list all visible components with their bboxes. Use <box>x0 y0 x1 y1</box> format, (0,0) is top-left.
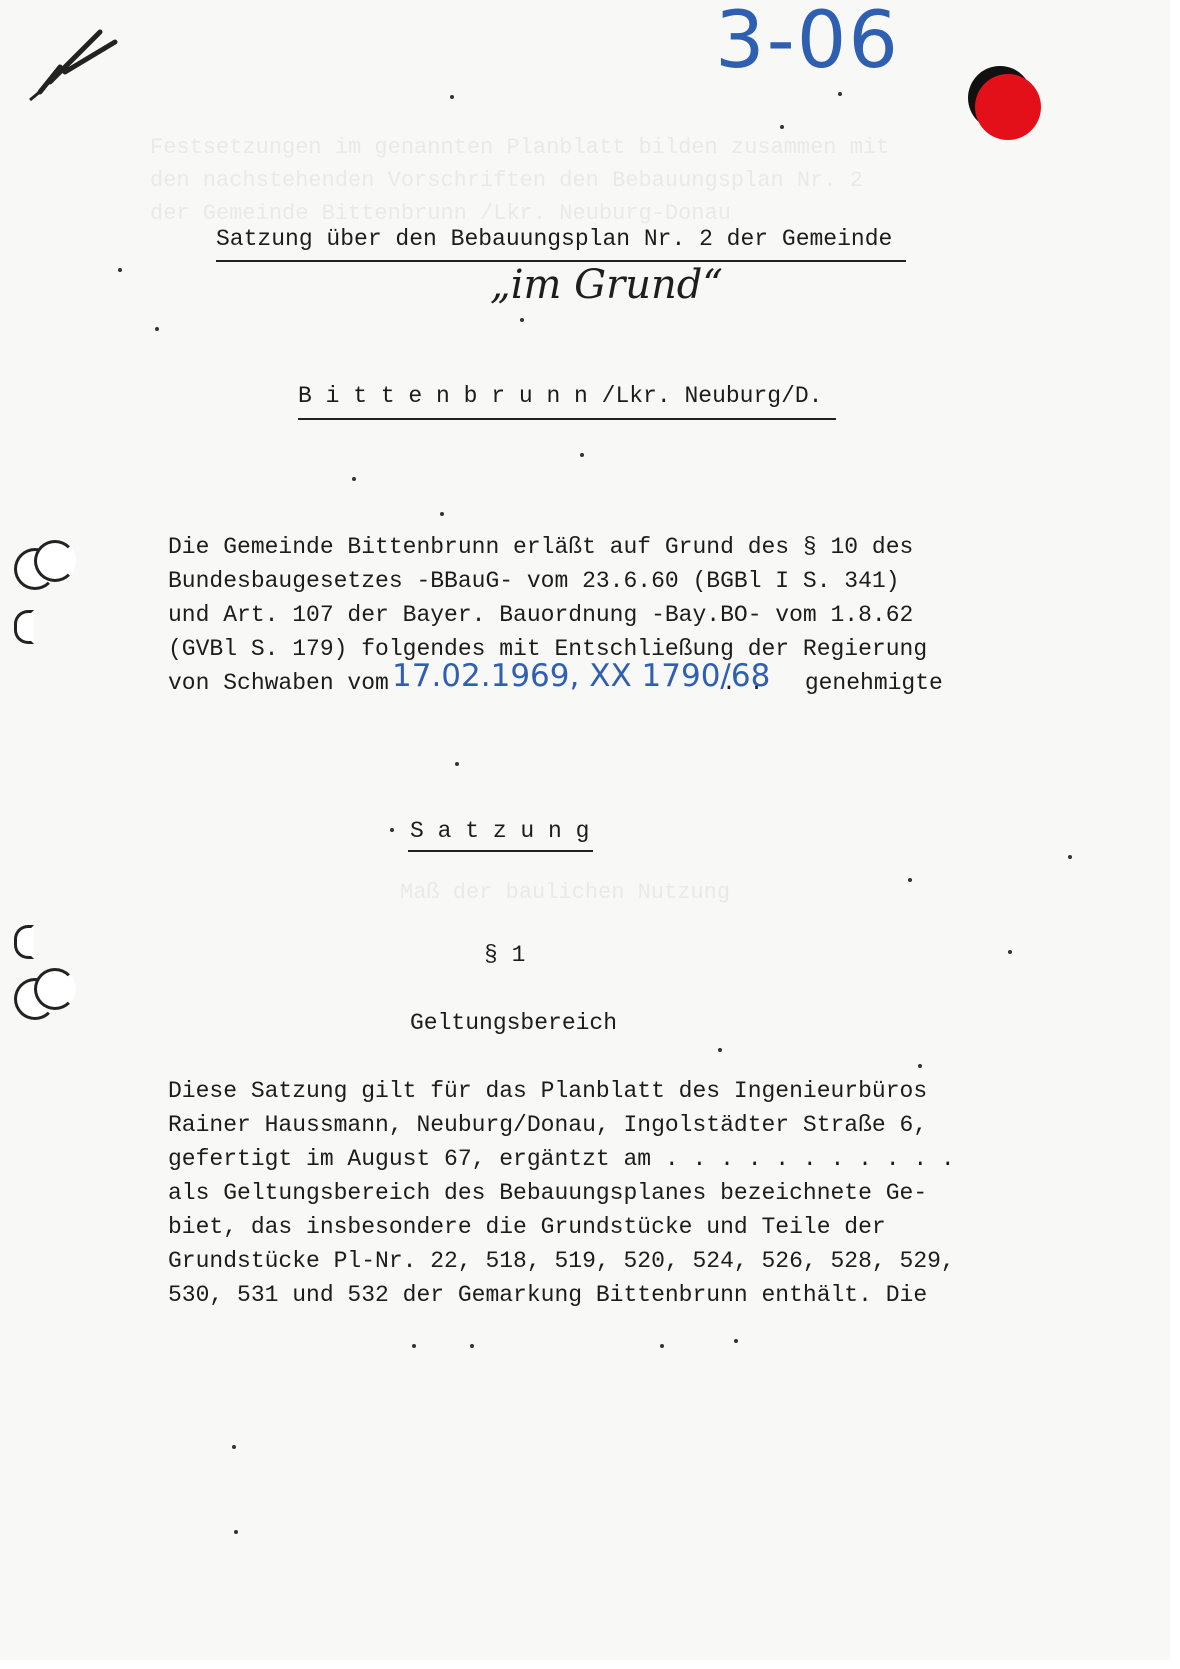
paragraph-number: § 1 <box>484 942 526 968</box>
bleed-through-line: Festsetzungen im genannten Planblatt bilden zusammen mit <box>150 135 890 160</box>
scan-speck <box>412 1344 416 1348</box>
handwritten-approval-date: 17.02.1969, XX 1790/68 <box>392 658 771 694</box>
scan-speck <box>780 125 784 129</box>
scan-speck <box>440 512 444 516</box>
paragraph-line: Rainer Haussmann, Neuburg/Donau, Ingolstädter Straße 6, <box>168 1112 928 1138</box>
punch-hole-icon <box>34 968 76 1010</box>
scan-speck <box>660 1344 664 1348</box>
punch-hole-icon <box>14 610 34 644</box>
paragraph-line: Grundstücke Pl-Nr. 22, 518, 519, 520, 524, 526, 528, 529, <box>168 1248 955 1274</box>
scan-speck <box>520 318 524 322</box>
scan-speck <box>734 1339 738 1343</box>
paragraph-line: biet, das insbesondere die Grundstücke und Teile der <box>168 1214 886 1240</box>
scan-speck <box>838 92 842 96</box>
preamble-line: (GVBl S. 179) folgendes mit Entschließung der Regierung <box>168 636 928 662</box>
scan-speck <box>470 1344 474 1348</box>
punch-hole-icon <box>34 540 76 582</box>
paragraph-title: Geltungsbereich <box>410 1010 618 1036</box>
section-heading: S a t z u n g <box>410 818 590 844</box>
location-underline <box>298 418 836 420</box>
bleed-through-line: den nachstehenden Vorschriften den Bebauungsplan Nr. 2 <box>150 168 863 193</box>
scan-speck <box>718 1048 722 1052</box>
bleed-through-line: der Gemeinde Bittenbrunn /Lkr. Neuburg-Donau <box>150 201 731 226</box>
paragraph-line: als Geltungsbereich des Bebauungsplanes bezeichnete Ge- <box>168 1180 928 1206</box>
location-heading: B i t t e n b r u n n /Lkr. Neuburg/D. <box>298 383 823 409</box>
scan-speck <box>390 828 394 832</box>
file-number-annotation: 3-06 <box>715 0 901 86</box>
preamble-line: und Art. 107 der Bayer. Bauordnung -Bay.BO- vom 1.8.62 <box>168 602 914 628</box>
preamble-line: Die Gemeinde Bittenbrunn erläßt auf Grund des § 10 des <box>168 534 914 560</box>
preamble-line: Bundesbaugesetzes -BBauG- vom 23.6.60 (BGBl I S. 341) <box>168 568 900 594</box>
scan-speck <box>234 1530 238 1534</box>
red-sticker-icon <box>975 74 1041 140</box>
scan-speck <box>352 477 356 481</box>
handwritten-title-addition: „im Grund“ <box>490 262 723 308</box>
scan-speck <box>118 268 122 272</box>
handwritten-mark-icon <box>20 12 130 107</box>
scan-speck <box>908 878 912 882</box>
section-heading-underline <box>408 850 593 852</box>
scan-speck <box>1068 855 1072 859</box>
punch-hole-icon <box>14 925 34 959</box>
bleed-through-line: Maß der baulichen Nutzung <box>400 880 731 905</box>
scan-speck <box>155 327 159 331</box>
document-title: Satzung über den Bebauungsplan Nr. 2 der Gemeinde <box>216 226 893 252</box>
scan-speck <box>1008 950 1012 954</box>
scan-speck <box>455 762 459 766</box>
paragraph-line: Diese Satzung gilt für das Planblatt des Ingenieurbüros <box>168 1078 928 1104</box>
scan-speck <box>232 1445 236 1449</box>
scan-speck <box>918 1064 922 1068</box>
preamble-line-suffix: . . genehmigte <box>722 670 943 696</box>
scan-speck <box>450 95 454 99</box>
paragraph-line: gefertigt im August 67, ergäntzt am . . . . . . . . . . . <box>168 1146 955 1172</box>
scan-speck <box>580 453 584 457</box>
paragraph-line: 530, 531 und 532 der Gemarkung Bittenbrunn enthält. Die <box>168 1282 928 1308</box>
preamble-line-prefix: von Schwaben vom <box>168 670 389 696</box>
